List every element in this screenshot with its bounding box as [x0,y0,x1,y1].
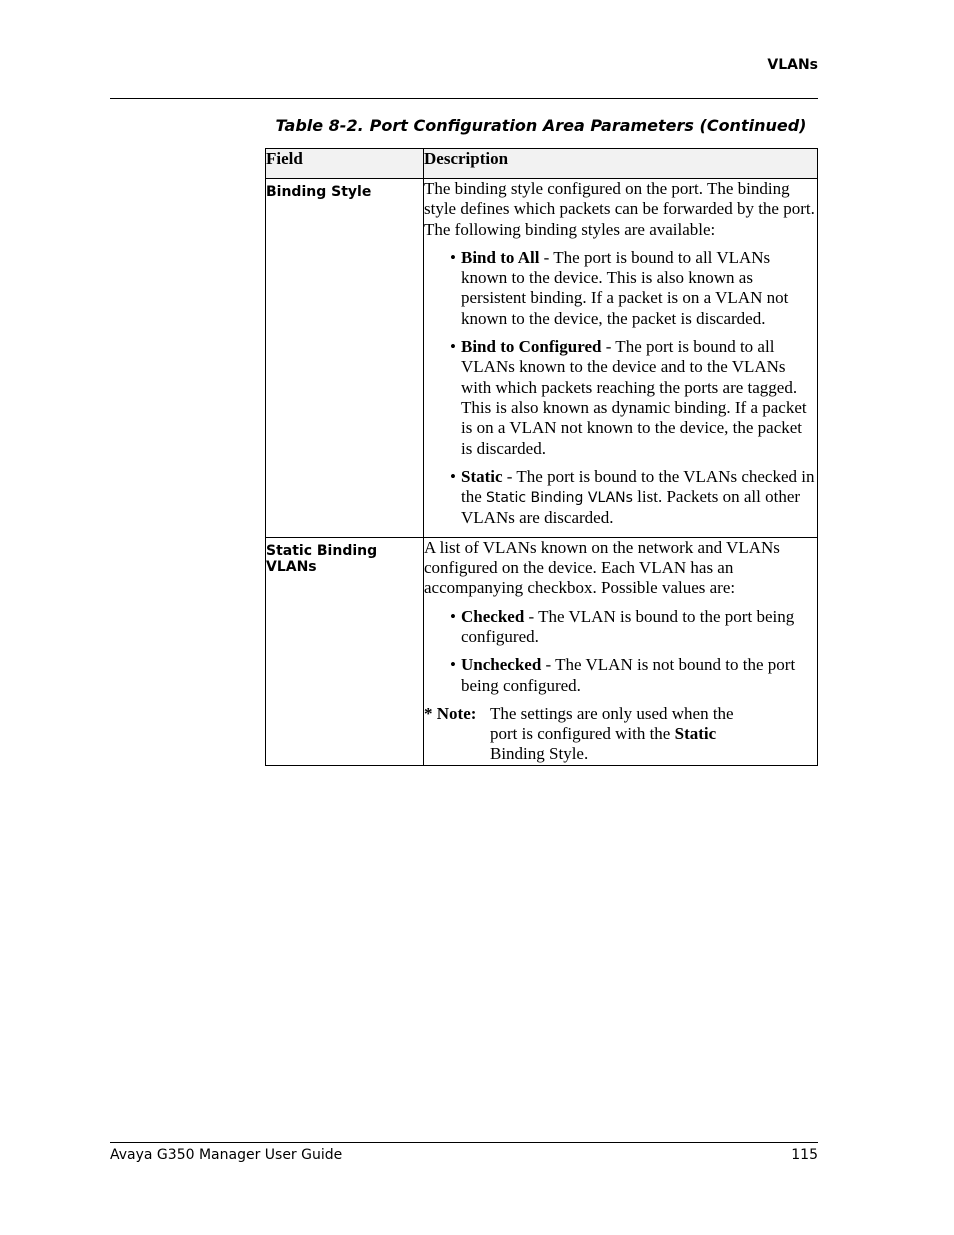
note [424,704,817,765]
option-term: Checked [461,606,525,626]
note-bold-term: Static [674,724,717,744]
description-intro: The binding style configured on the port. The binding style defines which packets can be forwarded by the port. The following binding styles are available: [424,179,815,239]
footer-doc-title: Avaya G350 Manager User Guide [110,1147,343,1163]
field-name: Static Binding VLANs [266,542,378,575]
table-header-row [266,149,818,179]
bullet-icon: • [450,466,456,486]
description-cell [424,537,818,765]
field-reference: Static Binding VLANs [486,490,633,507]
option-term: Static [461,466,503,486]
bullet-icon: • [450,655,456,675]
option-text: - The port is bound to all VLANs known to the device. This is also known as persistent binding. If a packet is on a VLAN not known to the device, the packet is discarded. [461,247,789,328]
note-text-end: Binding Style. [490,744,589,764]
running-header: VLANs [767,57,818,73]
field-cell [266,179,424,538]
bullet-icon: • [450,606,456,626]
description-cell [424,179,818,538]
table-number: Table 8-2. [275,116,364,135]
table-row [266,179,818,538]
note-label: * Note: [424,703,477,723]
bullet-icon: • [450,247,456,267]
parameters-table [265,148,818,766]
option-term: Bind to All [461,247,540,267]
field-cell [266,537,424,765]
header-rule [110,98,818,99]
option-text: - The VLAN is not bound to the port being configured. [461,655,796,695]
option-text: list. Packets on all other VLANs are discarded. [461,487,801,528]
bullet-list [424,607,817,696]
option-term: Unchecked [461,655,542,675]
list-item [450,607,817,648]
option-text: - The port is bound to the VLANs checked in the [461,466,815,507]
option-term: Bind to Configured [461,337,602,357]
description-intro: A list of VLANs known on the network and VLANs configured on the device. Each VLAN has an accompanying checkbox. Possible values are: [424,537,780,598]
note-text [490,704,740,765]
list-item [450,248,817,329]
note-text-start: The settings are only used when the port is configured with the [490,703,734,744]
list-item [450,655,817,696]
bullet-list [424,248,817,529]
table-row [266,537,818,765]
table-caption [265,116,817,135]
option-text: - The VLAN is bound to the port being configured. [461,606,795,646]
column-header-description: Description [424,149,818,179]
column-header-field: Field [266,149,424,179]
option-text: - The port is bound to all VLANs known to the device and to the VLANs with which packets reaching the ports are tagged. This is also known as dynamic binding. If a packet is on a VLAN not known to the device, the packet is discarded. [461,337,807,458]
bullet-icon: • [450,337,456,357]
table-title: Port Configuration Area Parameters (Continued) [369,116,807,135]
list-item [450,337,817,459]
page-number: 115 [791,1147,818,1163]
list-item [450,467,817,529]
footer-rule [110,1142,818,1143]
field-name: Binding Style [266,184,372,200]
